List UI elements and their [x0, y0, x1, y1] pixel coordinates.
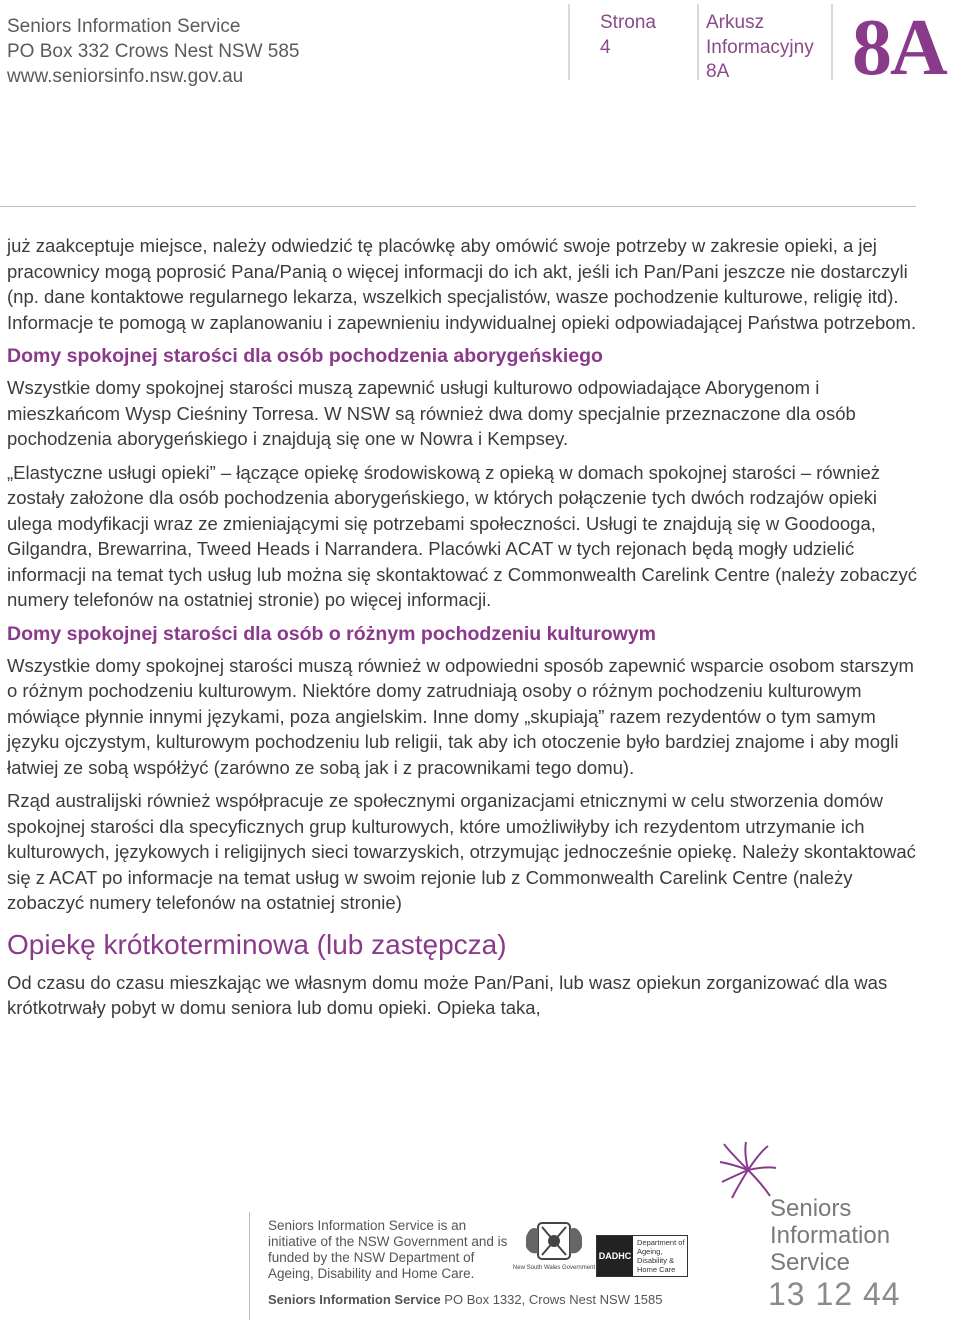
- paragraph: Rząd australijski również współpracuje ze społecznymi organizacjami etnicznymi w celu stworzenia domów spokojnej starości dla specyficznych grup kulturowych, które umożliwiłyby ich rezydentom utrzymanie ich kulturowych, językowych i religijnych sieci towarzyskich, otrzymując jednocześnie opiekę. Należy skontaktować się z ACAT po informacje na temat usług w swoim rejonie lub z Commonwealth Carelink Centre (należy zobaczyć numery telefonów na ostatniej stronie): [7, 790, 916, 913]
- dadhc-code: DADHC: [597, 1236, 633, 1276]
- nsw-government-logo-icon: [512, 1217, 596, 1279]
- header-divider: [831, 4, 833, 80]
- page-number: 4: [600, 37, 611, 58]
- footer-address-rest: PO Box 1332, Crows Nest NSW 1585: [444, 1292, 663, 1307]
- org-website[interactable]: www.seniorsinfo.nsw.gov.au: [7, 66, 244, 87]
- sheet-big-code: 8A: [852, 4, 946, 92]
- header-rule: [0, 206, 916, 207]
- paragraph: Od czasu do czasu mieszkając we własnym domu może Pan/Pani, lub wasz opiekun zorganizować dla was krótkotrwały pobyt w domu seniora lub domu opieki. Opieka taka,: [7, 971, 888, 1018]
- main-content: [7, 233, 927, 1029]
- section-heading: Domy spokojnej starości dla osób pochodzenia aborygeńskiego: [7, 345, 603, 367]
- brand-line3: Service: [770, 1249, 851, 1276]
- seniors-brand: [770, 1195, 890, 1276]
- header-divider: [697, 4, 699, 80]
- org-address: PO Box 332 Crows Nest NSW 585: [7, 41, 300, 62]
- footer-divider: [249, 1212, 250, 1320]
- dadhc-logo: [596, 1235, 688, 1277]
- page-label: Strona: [600, 12, 656, 33]
- org-info: [7, 14, 300, 89]
- paragraph: Wszystkie domy spokojnej starości muszą zapewnić usługi kulturowo odpowiadające Aborygenom i mieszkańcom Wysp Cieśniny Torresa. W NSW są również dwa domy specjalnie przeznaczone dla osób pochodzenia aborygeńskiego i znajdują się one w Nowra i Kempsey.: [7, 377, 856, 449]
- brand-phone[interactable]: 13 12 44: [768, 1276, 901, 1312]
- org-name: Seniors Information Service: [7, 16, 241, 37]
- nsw-logo-text: New South Wales Government: [512, 1265, 596, 1271]
- section-heading: Domy spokojnej starości dla osób o różnym pochodzeniu kulturowym: [7, 622, 657, 645]
- brand-line2: Information: [770, 1222, 891, 1249]
- dadhc-text: Department of Ageing, Disability & Home Care: [637, 1238, 685, 1274]
- paragraph: Wszystkie domy spokojnej starości muszą również w odpowiedni sposób zapewnić wsparcie osobom starszym o różnym pochodzeniu kulturowym. Niektóre domy zatrudniają osoby o różnym pochodzeniu kulturowym mówiące płynnie innymi językami, poza angielskim. Inne domy „skupiają” razem rezydentów o tym samym języku ojczystym, kulturowym pochodzeniu lub religii, tak aby ich otoczenie było bardziej znajome i aby mogli łatwiej ze sobą współżyć (zarówno ze sobą jak i z pracownikami tego domu).: [7, 654, 914, 778]
- page-footer: [0, 1140, 960, 1326]
- paragraph: już zaakceptuje miejsce, należy odwiedzić tę placówkę aby omówić swoje potrzeby w zakresie opieki, a jej pracownicy mogą poprosić Pana/Panią o więcej informacji do ich akt, jeśli ich Pan/Pani jeszcze nie dostarczyli (np. dane kontaktowe regularnego lekarza, wszelkich specjalistów, wasze pochodzenie kulturowe, religię itd). Informacje te pomogą w zaplanowaniu i zapewnieniu indywidualnej opieki odpowiadającej Państwa potrzebom.: [7, 235, 917, 333]
- footer-address-org: Seniors Information Service: [268, 1292, 441, 1307]
- seniors-flower-logo-icon: [718, 1140, 778, 1200]
- sheet-code: 8A: [706, 61, 730, 82]
- sheet-label-line1: Arkusz: [706, 12, 765, 33]
- brand-line1: Seniors: [770, 1195, 852, 1222]
- initiative-text: Seniors Information Service is an initiative of the NSW Government and is funded by the NSW Department of Ageing, Disability and Home Care.: [268, 1218, 508, 1281]
- page-header: [0, 0, 960, 110]
- section-title: Opiekę krótkoterminowa (lub zastępcza): [7, 928, 507, 960]
- sheet-label-line2: Informacyjny: [706, 37, 814, 58]
- paragraph: „Elastyczne usługi opieki” – łączące opiekę środowiskową z opieką w domach spokojnej starości – również zostały założone dla osób pochodzenia aborygeńskiego, w których połączenie tych dwóch rodzajów opieki ulega modyfikacji wraz ze zmieniającymi się potrzebami społeczności. Usługi te znajdują się w Goodooga, Gilgandra, Brewarrina, Tweed Heads i Narrandera. Placówki ACAT w tych rejonach będą mogły udzielić informacji na temat tych usług lub można się skontaktować z Commonwealth Carelink Centre (należy zobaczyć numery telefonów na ostatniej stronie) po więcej informacji.: [7, 461, 917, 610]
- footer-address: [268, 1292, 663, 1308]
- header-divider: [568, 4, 570, 80]
